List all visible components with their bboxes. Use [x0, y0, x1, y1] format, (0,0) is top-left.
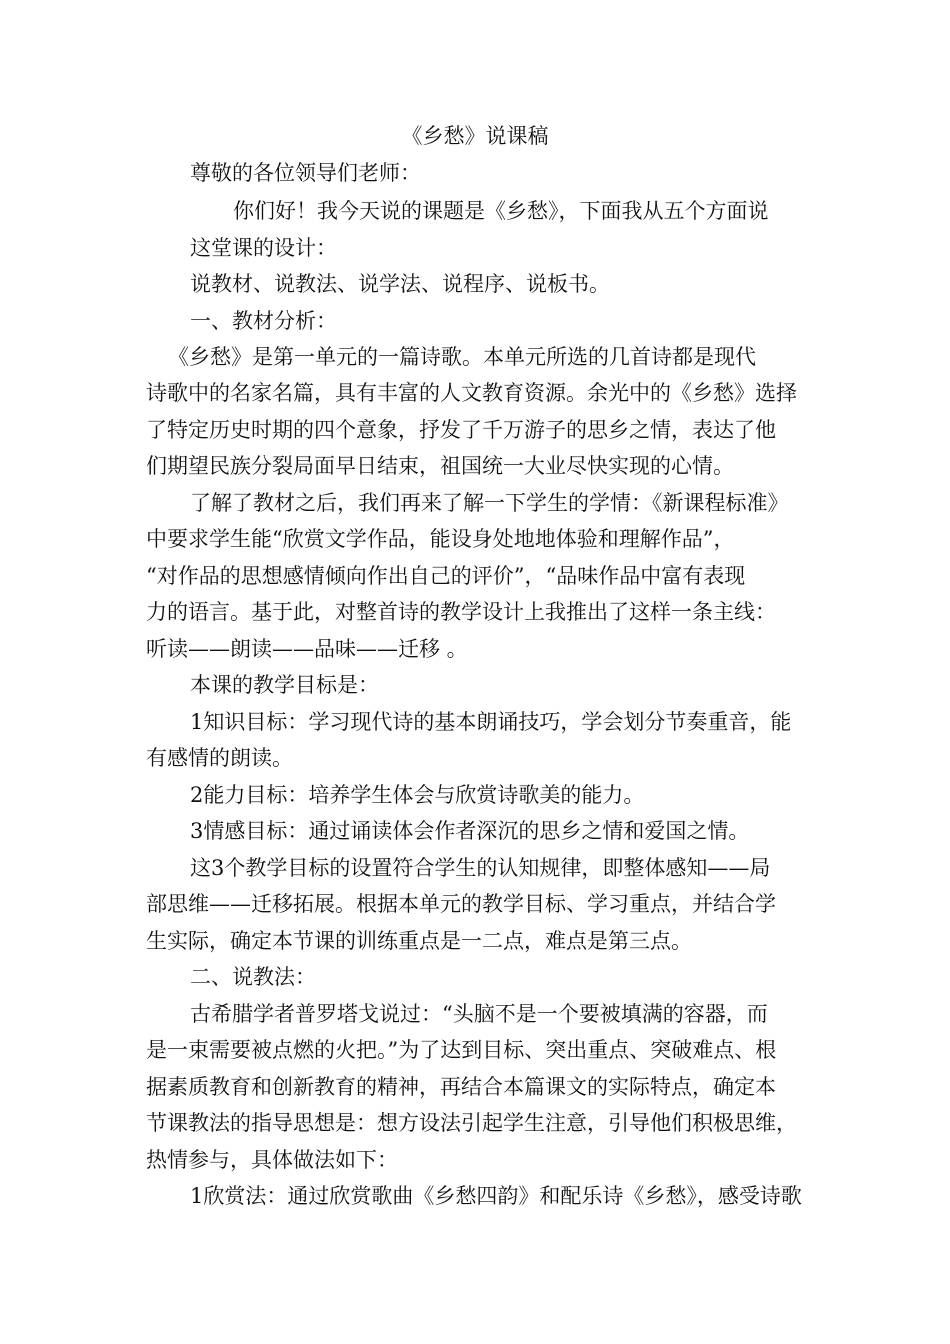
- body-line: 了特定历史时期的四个意象，抒发了千万游子的思乡之情，表达了他: [146, 418, 776, 442]
- salutation-line: 尊敬的各位领导们老师：: [190, 161, 421, 185]
- body-line: 力的语言。基于此，对整首诗的教学设计上我推出了这样一条主线：: [146, 600, 776, 624]
- body-line: 中要求学生能“欣赏文学作品，能设身处地地体验和理解作品”，: [146, 527, 735, 551]
- body-line: 《乡愁》是第一单元的一篇诗歌。本单元所选的几首诗都是现代: [168, 345, 756, 369]
- document-title: 《乡愁》说课稿: [401, 124, 549, 148]
- body-line: 节课教法的指导思想是：想方设法引起学生注意，引导他们积极思维，: [146, 1111, 797, 1135]
- body-line: 这堂课的设计：: [190, 236, 337, 260]
- body-line: 了解了教材之后，我们再来了解一下学生的学情：《新课程标准》: [190, 491, 789, 515]
- body-line: 3情感目标：通过诵读体会作者深沉的思乡之情和爱国之情。: [190, 819, 750, 843]
- body-line: 部思维——迁移拓展。根据本单元的教学目标、学习重点，并结合学: [146, 892, 776, 916]
- body-line: 古希腊学者普罗塔戈说过：“头脑不是一个要被填满的容器，而: [190, 1002, 768, 1026]
- body-line: 生实际，确定本节课的训练重点是一二点，难点是第三点。: [146, 929, 692, 953]
- body-line: 诗歌中的名家名篇，具有丰富的人文教育资源。余光中的《乡愁》选择: [146, 381, 797, 405]
- body-line: 说教材、说教法、说学法、说程序、说板书。: [190, 272, 610, 296]
- body-line: “对作品的思想感情倾向作出自己的评价”，“品味作品中富有表现: [146, 564, 746, 588]
- body-line: 1欣赏法：通过欣赏歌曲《乡愁四韵》和配乐诗《乡愁》，感受诗歌: [190, 1184, 802, 1208]
- body-line: 们期望民族分裂局面早日结束，祖国统一大业尽快实现的心情。: [146, 454, 734, 478]
- body-line: 据素质教育和创新教育的精神，再结合本篇课文的实际特点，确定本: [146, 1075, 776, 1099]
- body-line: 听读——朗读——品味——迁移 。: [146, 637, 468, 661]
- section-heading: 一、教材分析：: [190, 309, 337, 333]
- body-line: 热情参与，具体做法如下：: [146, 1148, 398, 1172]
- body-line: 1知识目标：学习现代诗的基本朗诵技巧，学会划分节奏重音，能: [190, 710, 792, 734]
- body-line: 2能力目标：培养学生体会与欣赏诗歌美的能力。: [190, 783, 645, 807]
- body-line: 本课的教学目标是：: [190, 673, 379, 697]
- body-line: 你们好！我今天说的课题是《乡愁》，下面我从五个方面说: [233, 199, 769, 223]
- body-line: 这3个教学目标的设置符合学生的认知规律，即整体感知——局: [190, 856, 771, 880]
- body-line: 有感情的朗读。: [146, 746, 293, 770]
- body-line: 是一束需要被点燃的火把。”为了达到目标、突出重点、突破难点、根: [146, 1038, 777, 1062]
- section-heading: 二、说教法：: [190, 965, 316, 989]
